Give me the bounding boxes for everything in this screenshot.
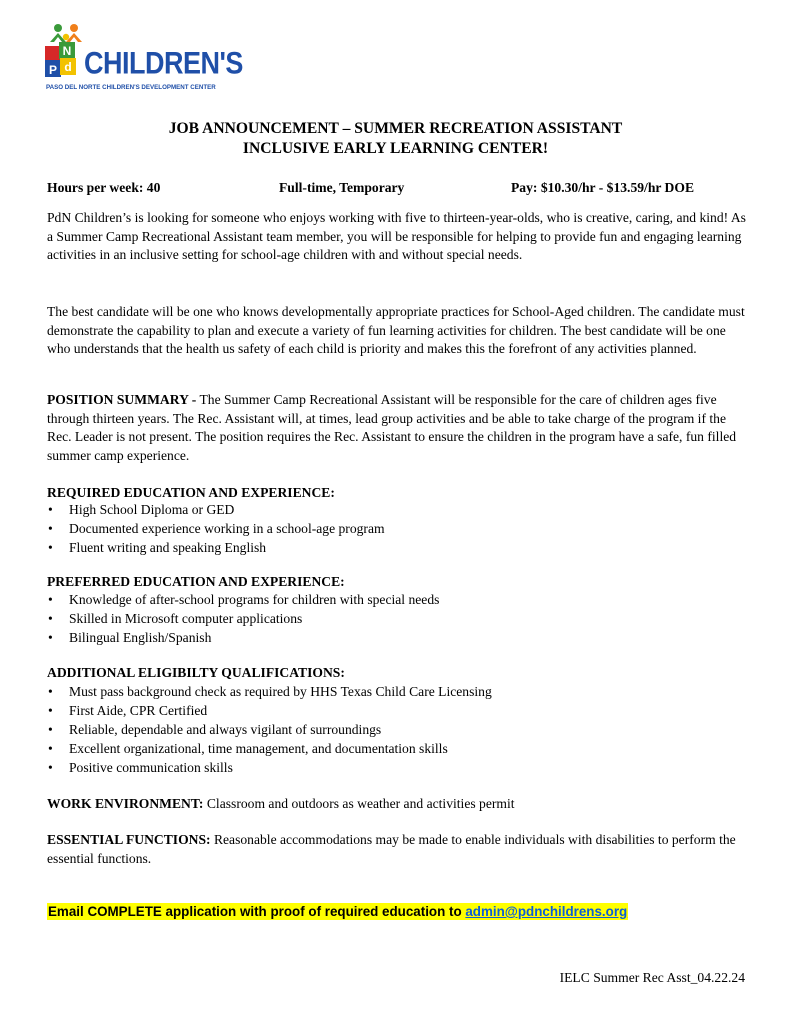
email-link[interactable]: admin@pdnchildrens.org <box>465 904 628 919</box>
list-item: • Must pass background check as required by HHS Texas Child Care Licensing <box>47 682 492 701</box>
required-list <box>47 500 385 557</box>
work-environment <box>47 795 747 814</box>
work-environment-label: WORK ENVIRONMENT: <box>47 796 204 811</box>
list-item: • Positive communication skills <box>47 758 492 777</box>
logo-block-letter: N <box>62 44 72 58</box>
logo-wordmark: CHILDREN'S <box>84 46 243 81</box>
list-item: • Knowledge of after-school programs for children with special needs <box>47 590 439 609</box>
callout-text: Email COMPLETE application with proof of required education to <box>48 904 466 919</box>
announcement-title: JOB ANNOUNCEMENT – SUMMER RECREATION ASSISTANT <box>168 120 623 137</box>
children-figures-icon <box>44 22 88 80</box>
essential-functions <box>47 831 747 868</box>
required-heading: REQUIRED EDUCATION AND EXPERIENCE: <box>47 485 335 500</box>
list-item: • Excellent organizational, time management, and documentation skills <box>47 739 492 758</box>
list-item: • First Aide, CPR Certified <box>47 701 492 720</box>
hours-per-week: Hours per week: 40 <box>47 180 161 195</box>
work-environment-text: Classroom and outdoors as weather and activities permit <box>203 796 515 811</box>
list-item: • Fluent writing and speaking English <box>47 538 385 557</box>
logo-block-letter: d <box>64 60 72 74</box>
list-item: • Reliable, dependable and always vigilant of surroundings <box>47 720 492 739</box>
announcement-subtitle: INCLUSIVE EARLY LEARNING CENTER! <box>242 140 549 157</box>
logo-block-letter: P <box>48 63 58 77</box>
position-summary <box>47 391 747 465</box>
organization-logo <box>44 22 243 98</box>
intro-text: PdN Children’s is looking for someone who enjoys working with five to thirteen-year-olds, who is creative, caring, and kind! As a Summer Camp Recreational Assistant team member, you will be responsible for helping to provide fun and engaging learning activities in an inclusive setting for school-age children with and without special needs. <box>47 210 746 263</box>
intro-text: The best candidate will be one who knows developmentally appropriate practices for School-Aged children. The candidate must demonstrate the capability to plan and execute a variety of fun learning activities for children. The best candidate will be one who understands that the health us safety of each child is priority and makes this the forefront of any activities planned. <box>47 304 745 357</box>
position-summary-text: The Summer Camp Recreational Assistant will be responsible for the care of children ages five through thirteen years. The Rec. Assistant will, at times, lead group activities and be able to take charge of the program if the Rec. Leader is not present. The position requires the Rec. Assistant to ensure the children in the program have a safe, fun filled summer camp experience. <box>47 392 737 463</box>
additional-heading: ADDITIONAL ELIGIBILTY QUALIFICATIONS: <box>47 665 345 680</box>
additional-list <box>47 682 492 777</box>
employment-type: Full-time, Temporary <box>279 180 405 195</box>
list-item: • Bilingual English/Spanish <box>47 628 439 647</box>
list-item: • Documented experience working in a school-age program <box>47 519 385 538</box>
essential-functions-label: ESSENTIAL FUNCTIONS: <box>47 832 211 847</box>
list-item: • Skilled in Microsoft computer applications <box>47 609 439 628</box>
preferred-list <box>47 590 439 647</box>
intro-paragraph-1 <box>47 209 747 265</box>
pay-range: Pay: $10.30/hr - $13.59/hr DOE <box>511 180 695 195</box>
email-application-callout <box>47 903 628 920</box>
list-item: • High School Diploma or GED <box>47 500 385 519</box>
position-summary-label: POSITION SUMMARY - <box>47 392 197 407</box>
document-footer: IELC Summer Rec Asst_04.22.24 <box>559 970 745 985</box>
intro-paragraph-2 <box>47 303 747 359</box>
logo-subtitle: PASO DEL NORTE CHILDREN'S DEVELOPMENT CENTER <box>46 84 216 91</box>
essential-functions-text: Reasonable accommodations may be made to enable individuals with disabilities to perform the essential functions. <box>47 832 736 866</box>
preferred-heading: PREFERRED EDUCATION AND EXPERIENCE: <box>47 574 345 589</box>
